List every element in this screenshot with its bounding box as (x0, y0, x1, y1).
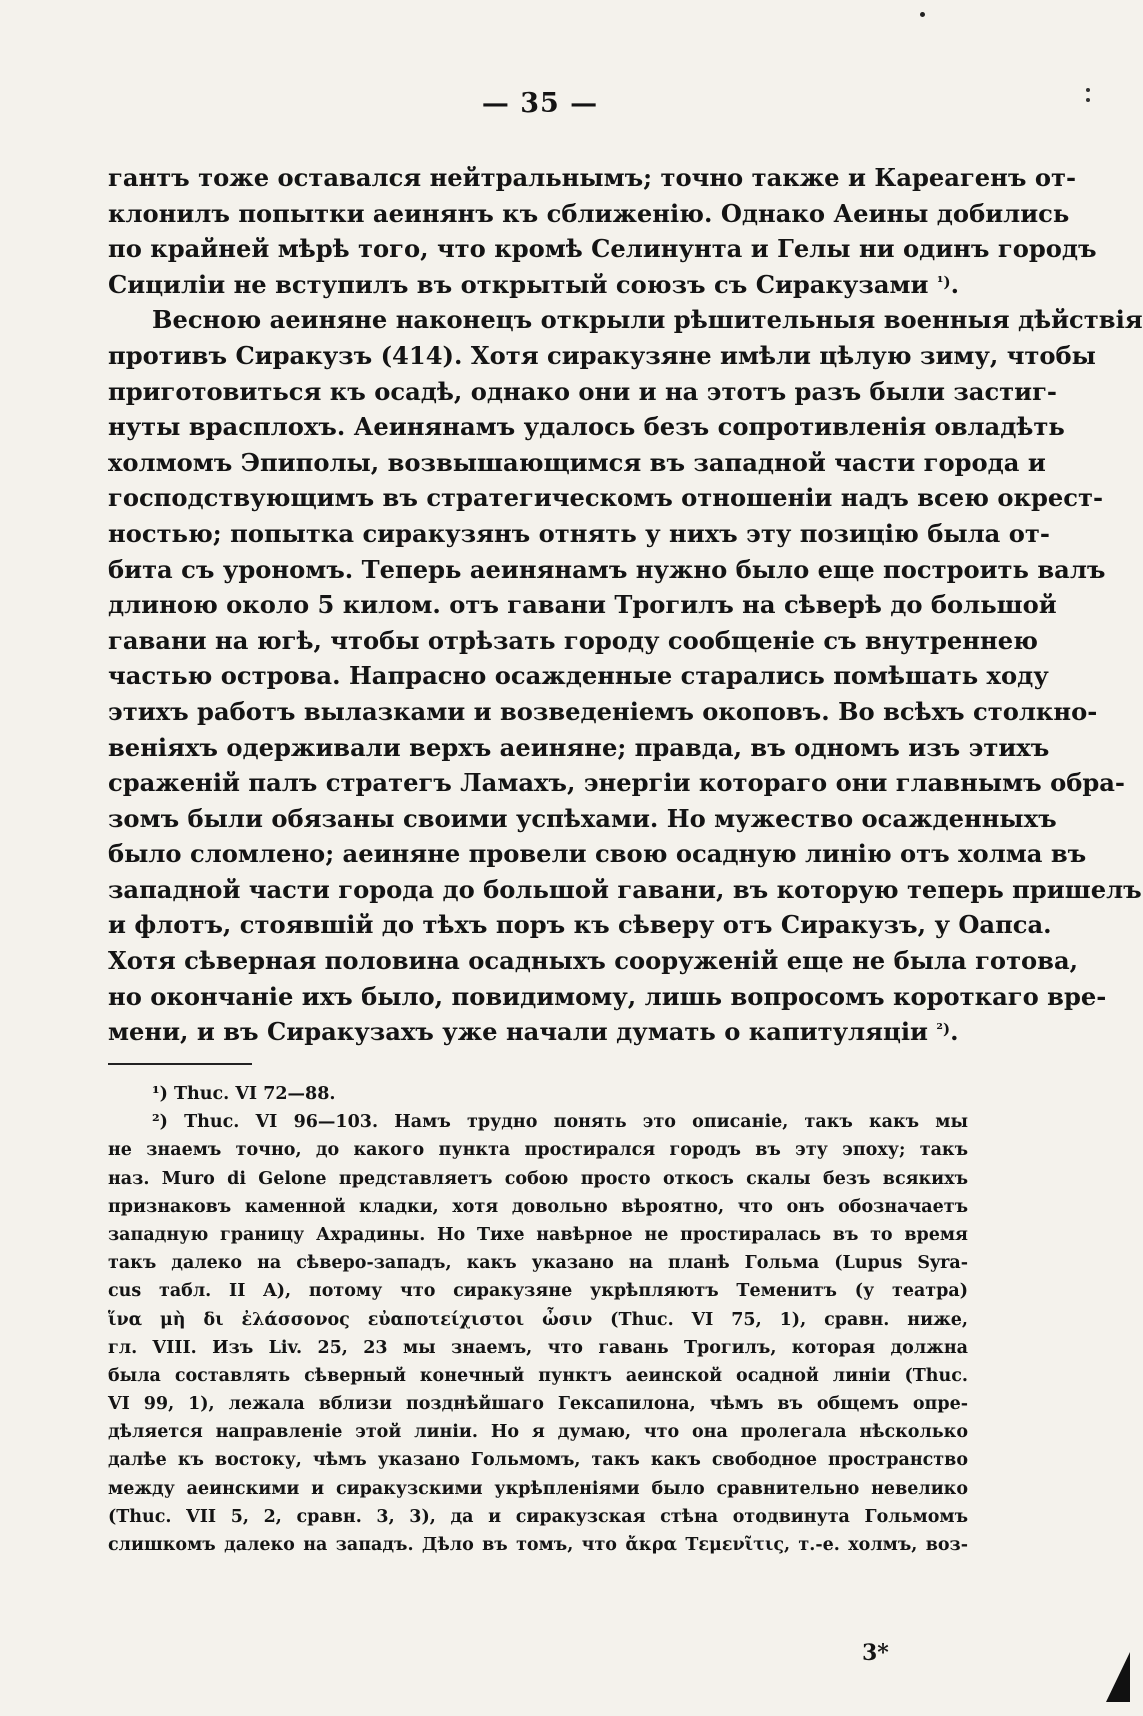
footnote-2-line: не знаемъ точно, до какого пункта простирался городъ въ эту эпоху; такъ (108, 1140, 968, 1161)
text-line: этихъ работъ вылазками и возведеніемъ окоповъ. Во всѣхъ столкно- (108, 696, 1098, 726)
text-line: зомъ были обязаны своими успѣхами. Но мужество осажденныхъ (108, 803, 1057, 833)
text-line: сраженій палъ стратегъ Ламахъ, энергіи котораго они главнымъ обра- (108, 768, 1125, 798)
text-line-with-footnote (108, 267, 968, 303)
main-text (108, 160, 1143, 1050)
footnote-2-line: ²) Thuc. VI 96—103. Намъ трудно понять это описаніе, такъ какъ мы (152, 1112, 968, 1133)
footnote-ref-1[interactable]: ¹) (936, 272, 951, 291)
text-line: приготовиться къ осадѣ, однако они и на этотъ разъ были застиг- (108, 376, 1057, 406)
footnote-2-line: VI 99, 1), лежала вблизи позднѣйшаго Гексапилона, чѣмъ въ общемъ опре- (108, 1394, 968, 1415)
margin-dot (1086, 88, 1090, 92)
text-line: гантъ тоже оставался нейтральнымъ; точно также и Кареагенъ от- (108, 163, 1077, 192)
text-line: и флотъ, стоявшій до тѣхъ поръ къ сѣверу отъ Сиракузъ, у Оапса. (108, 910, 1052, 940)
line-end-period: . (950, 1017, 959, 1047)
page-corner-shadow (1106, 1652, 1130, 1702)
footnote-2-line: гл. VIII. Изъ Liv. 25, 23 мы знаемъ, что гавань Трогилъ, которая должна (108, 1337, 968, 1358)
printer-signature-mark: 3* (862, 1640, 889, 1666)
text-line: длиною около 5 килом. отъ гавани Трогилъ на сѣверѣ до большой (108, 590, 1057, 620)
footnote-2-line: (Thuc. VII 5, 2, сравн. 3, 3), да и сиракузская стѣна отодвинута Гольмомъ (108, 1506, 968, 1527)
text-line: веніяхъ одерживали верхъ аеиняне; правда, въ одномъ изъ этихъ (108, 732, 1050, 762)
text-line: Весною аеиняне наконецъ открыли рѣшительныя военныя дѣйствія (152, 305, 1143, 335)
text-line: клонилъ попытки аеинянъ къ сближенію. Однако Аеины добились (108, 198, 1070, 228)
footnote-2-line: слишкомъ далеко на западъ. Дѣло въ томъ, что ἄκρα Τεμενῖτις, т.-е. холмъ, воз- (108, 1535, 968, 1555)
footnote-2-line: наз. Muro di Gelone представляетъ собою просто откосъ скалы безъ всякихъ (108, 1168, 968, 1189)
text-line: господствующимъ въ стратегическомъ отношеніи надъ всею окрест- (108, 483, 1104, 513)
footnote-2-line: далѣе къ востоку, чѣмъ указано Гольмомъ, такъ какъ свободное пространство (108, 1450, 968, 1471)
footnote-1: ¹) Thuc. VI 72—88. (152, 1084, 336, 1104)
text-line: но окончаніе ихъ было, повидимому, лишь вопросомъ короткаго вре- (108, 981, 1107, 1011)
text-line: бита съ урономъ. Теперь аеинянамъ нужно было еще построить валъ (108, 554, 1106, 584)
margin-dot (1086, 98, 1090, 102)
text-line: противъ Сиракузъ (414). Хотя сиракузяне имѣли цѣлую зиму, чтобы (108, 340, 1096, 370)
footnote-divider (108, 1063, 252, 1065)
footnote-ref-2[interactable]: ²) (936, 1020, 951, 1039)
text-line: Хотя сѣверная половина осадныхъ сооруженій еще не была готова, (108, 946, 1079, 976)
footnote-2-line: дѣляется направленіе этой линіи. Но я думаю, что она пролегала нѣсколько (108, 1422, 968, 1443)
footnote-2-line: ἵνα μὴ δι ἐλάσσονος εὐαποτείχιστοι ὦσιν (Thuc. VI 75, 1), сравн. ниже, (108, 1309, 968, 1330)
text-line-with-footnote (108, 1014, 968, 1050)
footnote-2-line: cus табл. II A), потому что сиракузяне укрѣпляютъ Теменитъ (у театра) (108, 1281, 968, 1302)
footnote-2-line: такъ далеко на сѣверо-западъ, какъ указано на планѣ Гольма (Lupus Syra- (108, 1253, 968, 1274)
text-line: Сициліи не вступилъ въ открытый союзъ съ Сиракузами (108, 269, 929, 299)
text-line: было сломлено; аеиняне провели свою осадную линію отъ холма въ (108, 839, 1087, 869)
print-speck (920, 12, 925, 17)
text-line: частью острова. Напрасно осажденные старались помѣшать ходу (108, 661, 1049, 691)
margin-dots (1085, 88, 1091, 116)
text-line: мени, и въ Сиракузахъ уже начали думать о капитуляціи (108, 1017, 928, 1047)
footnotes (108, 1080, 968, 1559)
text-line: по крайней мѣрѣ того, что кромѣ Селинунта и Гелы ни одинъ городъ (108, 234, 1097, 264)
text-line: холмомъ Эпиполы, возвышающимся въ западной части города и (108, 447, 1046, 477)
footnote-2-line: признаковъ каменной кладки, хотя довольно вѣроятно, что онъ обозначаетъ (108, 1196, 968, 1217)
text-line: ностью; попытка сиракузянъ отнять у нихъ эту позицію была от- (108, 518, 1050, 548)
text-line: нуты врасплохъ. Аеинянамъ удалось безъ сопротивленія овладѣть (108, 412, 1065, 442)
footnote-2-line: западную границу Ахрадины. Но Тихе навѣрное не простиралась въ то время (108, 1224, 968, 1245)
page-number: — 35 — (481, 88, 599, 119)
text-line: западной части города до большой гавани, въ которую теперь пришелъ (108, 874, 1142, 904)
footnote-2-line: была составлять сѣверный конечный пунктъ аеинской осадной линіи (Thuc. (108, 1365, 968, 1386)
footnote-2-line: между аеинскими и сиракузскими укрѣпленіями было сравнительно невелико (108, 1478, 968, 1499)
text-line: гавани на югѣ, чтобы отрѣзать городу сообщеніе съ внутреннею (108, 625, 1038, 655)
line-end-period: . (950, 269, 959, 299)
